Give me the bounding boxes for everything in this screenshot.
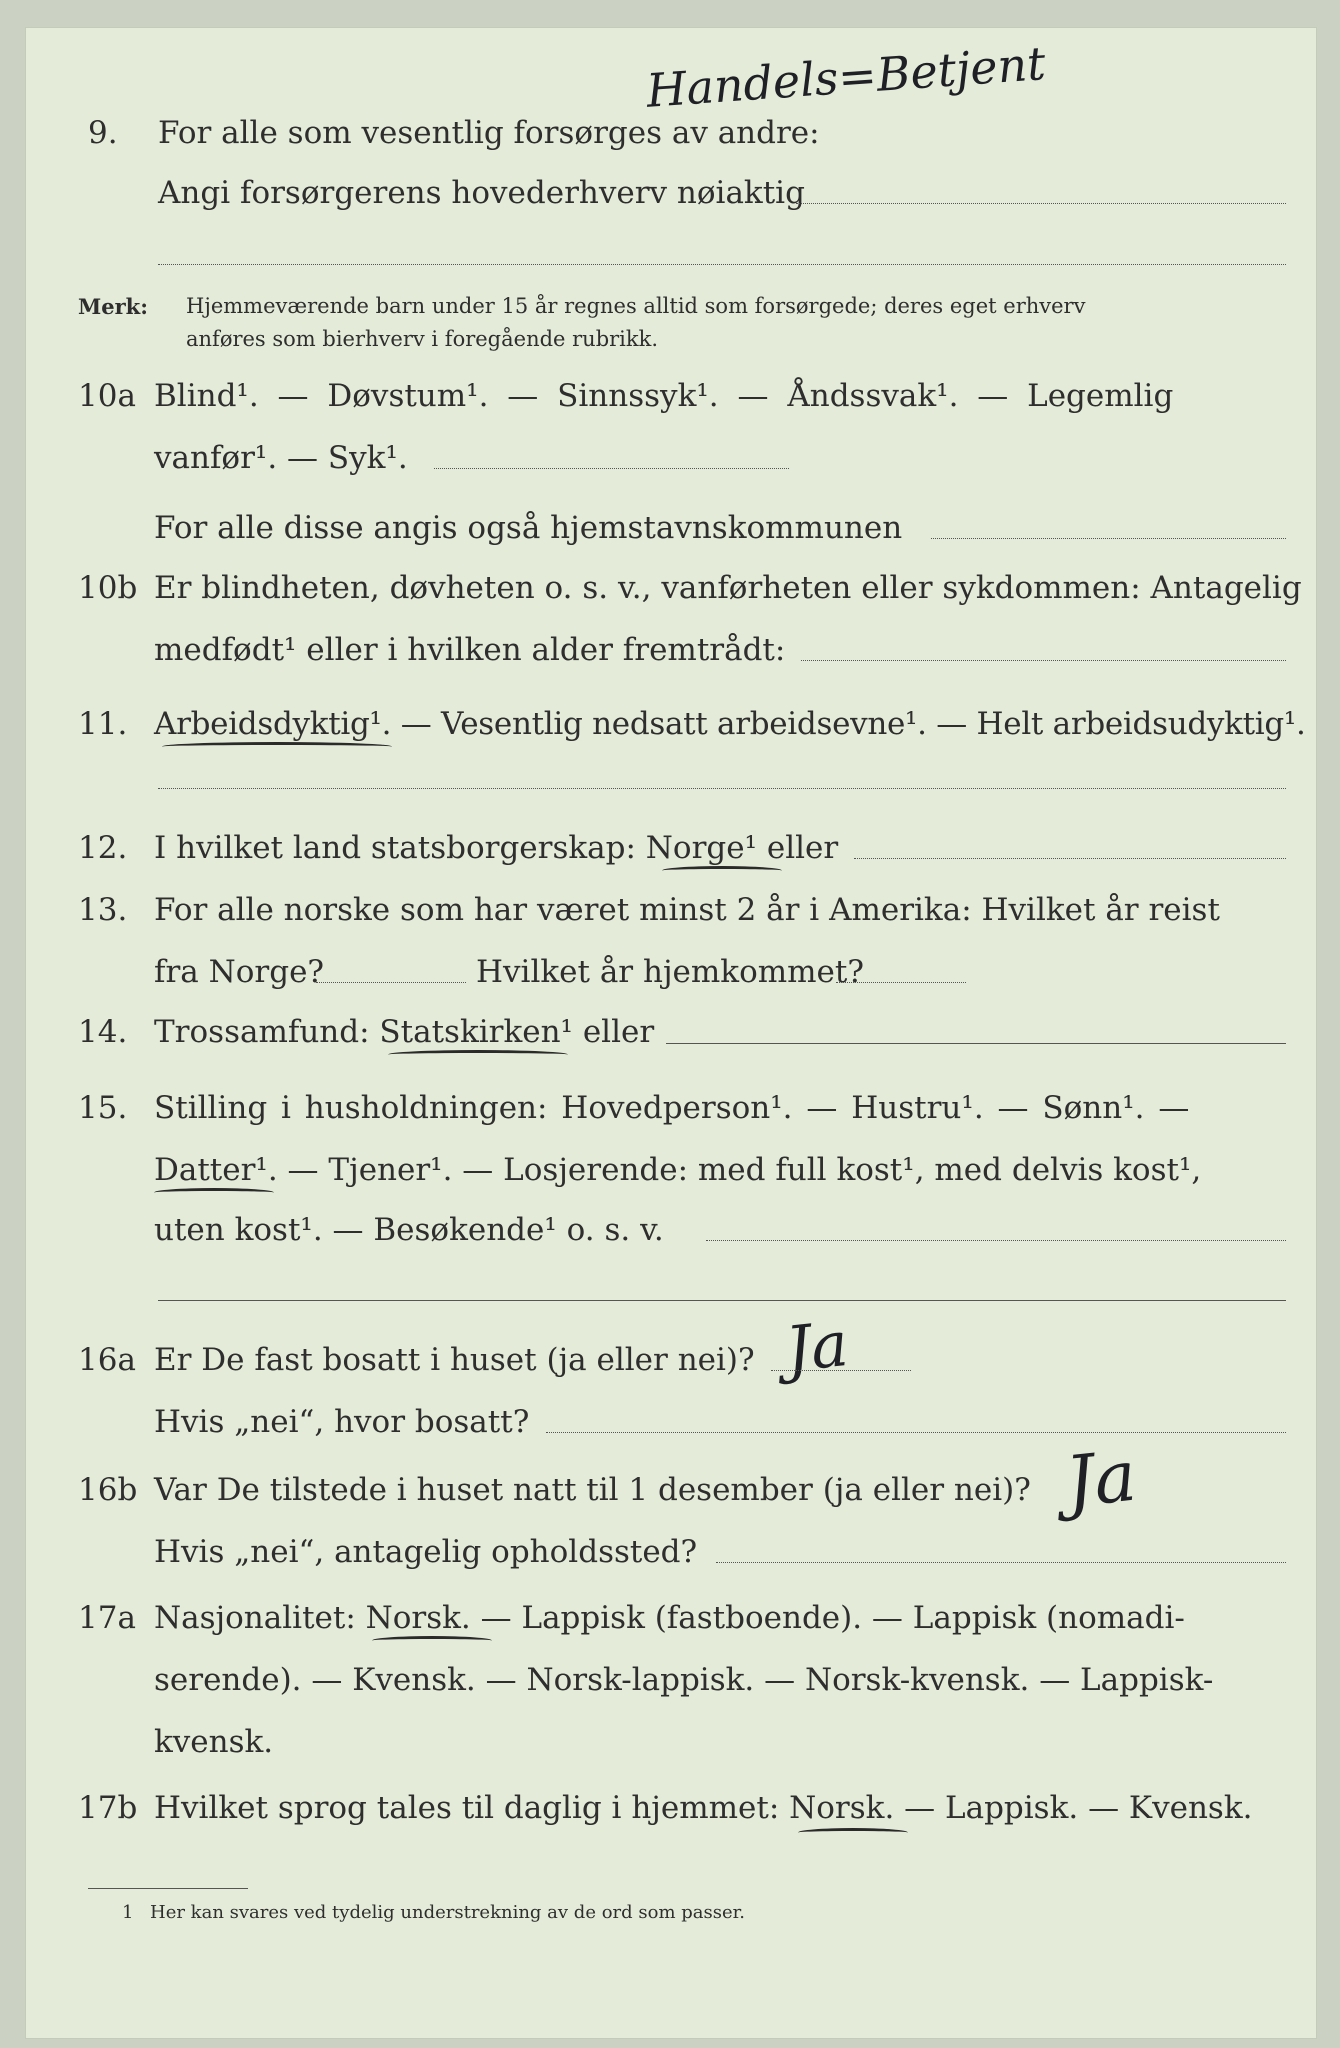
question-15-line-3: uten kost¹. — Besøkende¹ o. s. v. — [154, 1212, 664, 1248]
handwritten-underline — [798, 1828, 908, 1837]
question-number: 16b — [78, 1472, 138, 1508]
answer-line — [546, 1432, 1286, 1433]
handwritten-underline — [388, 1050, 568, 1059]
question-16a-line-1: Er De fast bosatt i huset (ja eller nei)? — [154, 1342, 755, 1378]
question-10a-line-2: vanfør¹. — Syk¹. — [154, 440, 408, 476]
question-10a-line-3: For alle disse angis også hjemstavnskommunen — [154, 510, 903, 546]
question-13-line-2b: Hvilket år hjemkommet? — [476, 954, 864, 990]
answer-line — [836, 982, 966, 983]
footnote-rule — [88, 1888, 248, 1889]
question-number: 12. — [78, 830, 128, 866]
note-text-line-2: anføres som bierhverv i foregående rubrikk. — [186, 327, 659, 351]
answer-line — [706, 1240, 1286, 1241]
question-10b-line-1: Er blindheten, døvheten o. s. v., vanførheten eller sykdommen: Antagelig — [154, 570, 1302, 606]
question-number: 15. — [78, 1090, 128, 1126]
answer-line — [158, 264, 1286, 265]
question-number: 9. — [88, 115, 118, 151]
answer-line — [801, 660, 1286, 661]
question-number: 10a — [78, 378, 136, 414]
handwritten-answer-ja: Ja — [782, 1306, 852, 1387]
question-17b-line-1: Hvilket sprog tales til daglig i hjemmet: Norsk. — Lappisk. — Kvensk. — [154, 1790, 1253, 1826]
question-number: 14. — [78, 1014, 128, 1050]
answer-line — [158, 788, 1286, 789]
question-number: 11. — [78, 706, 128, 742]
note-text-line-1: Hjemmeværende barn under 15 år regnes alltid som forsørgede; deres eget erhverv — [186, 294, 1086, 318]
question-10a-line-1: Blind¹. — Døvstum¹. — Sinnssyk¹. — Åndssvak¹. — Legemlig — [154, 378, 1174, 414]
answer-line — [771, 1370, 911, 1371]
question-16b-line-2: Hvis „nei“, antagelig opholdssted? — [154, 1534, 698, 1570]
question-13-line-2a: fra Norge? — [154, 954, 325, 990]
question-12-line-1: I hvilket land statsborgerskap: Norge¹ eller — [154, 830, 839, 866]
answer-line — [158, 1300, 1286, 1301]
handwritten-underline — [662, 866, 782, 875]
question-15-line-2: Datter¹. — Tjener¹. — Losjerende: med full kost¹, med delvis kost¹, — [154, 1152, 1202, 1188]
handwritten-answer-occupation: Handels=Betjent — [644, 36, 1048, 118]
answer-line — [931, 538, 1286, 539]
footnote-mark: 1 — [122, 1902, 134, 1923]
handwritten-underline — [154, 1188, 274, 1197]
answer-line — [666, 1043, 1286, 1044]
question-9-line-2: Angi forsørgerens hovederhverv nøiaktig — [158, 175, 805, 211]
question-number: 10b — [78, 570, 138, 606]
question-17a-line-3: kvensk. — [154, 1724, 274, 1760]
answer-line — [434, 468, 789, 469]
answer-line — [854, 858, 1286, 859]
question-number: 16a — [78, 1342, 136, 1378]
answer-line — [716, 1562, 1286, 1563]
question-13-line-1: For alle norske som har været minst 2 år i Amerika: Hvilket år reist — [154, 892, 1220, 928]
answer-line — [316, 982, 466, 983]
handwritten-underline — [372, 1636, 492, 1645]
question-17a-line-2: serende). — Kvensk. — Norsk-lappisk. — Norsk-kvensk. — Lappisk- — [154, 1662, 1214, 1698]
question-16a-line-2: Hvis „nei“, hvor bosatt? — [154, 1404, 530, 1440]
question-10b-line-2: medfødt¹ eller i hvilken alder fremtrådt: — [154, 632, 786, 668]
question-number: 17b — [78, 1790, 138, 1826]
handwritten-answer-ja: Ja — [1061, 1434, 1140, 1524]
answer-line — [796, 203, 1286, 204]
question-16b-line-1: Var De tilstede i huset natt til 1 desember (ja eller nei)? — [154, 1472, 1031, 1508]
handwritten-underline — [162, 742, 392, 751]
question-number: 13. — [78, 892, 128, 928]
question-15-line-1: Stilling i husholdningen: Hovedperson¹. — Hustru¹. — Sønn¹. — — [154, 1090, 1190, 1126]
question-17a-line-1: Nasjonalitet: Norsk. — Lappisk (fastboende). — Lappisk (nomadi- — [154, 1600, 1185, 1636]
note-label: Merk: — [78, 294, 148, 319]
question-9-line-1: For alle som vesentlig forsørges av andre: — [158, 115, 820, 151]
footnote-text: Her kan svares ved tydelig understrekning av de ord som passer. — [150, 1902, 745, 1923]
question-11-line-1: Arbeidsdyktig¹. — Vesentlig nedsatt arbeidsevne¹. — Helt arbeidsudyktig¹. — [154, 706, 1306, 742]
question-number: 17a — [78, 1600, 136, 1636]
question-14-line-1: Trossamfund: Statskirken¹ eller — [154, 1014, 655, 1050]
census-form-page — [26, 28, 1316, 2038]
